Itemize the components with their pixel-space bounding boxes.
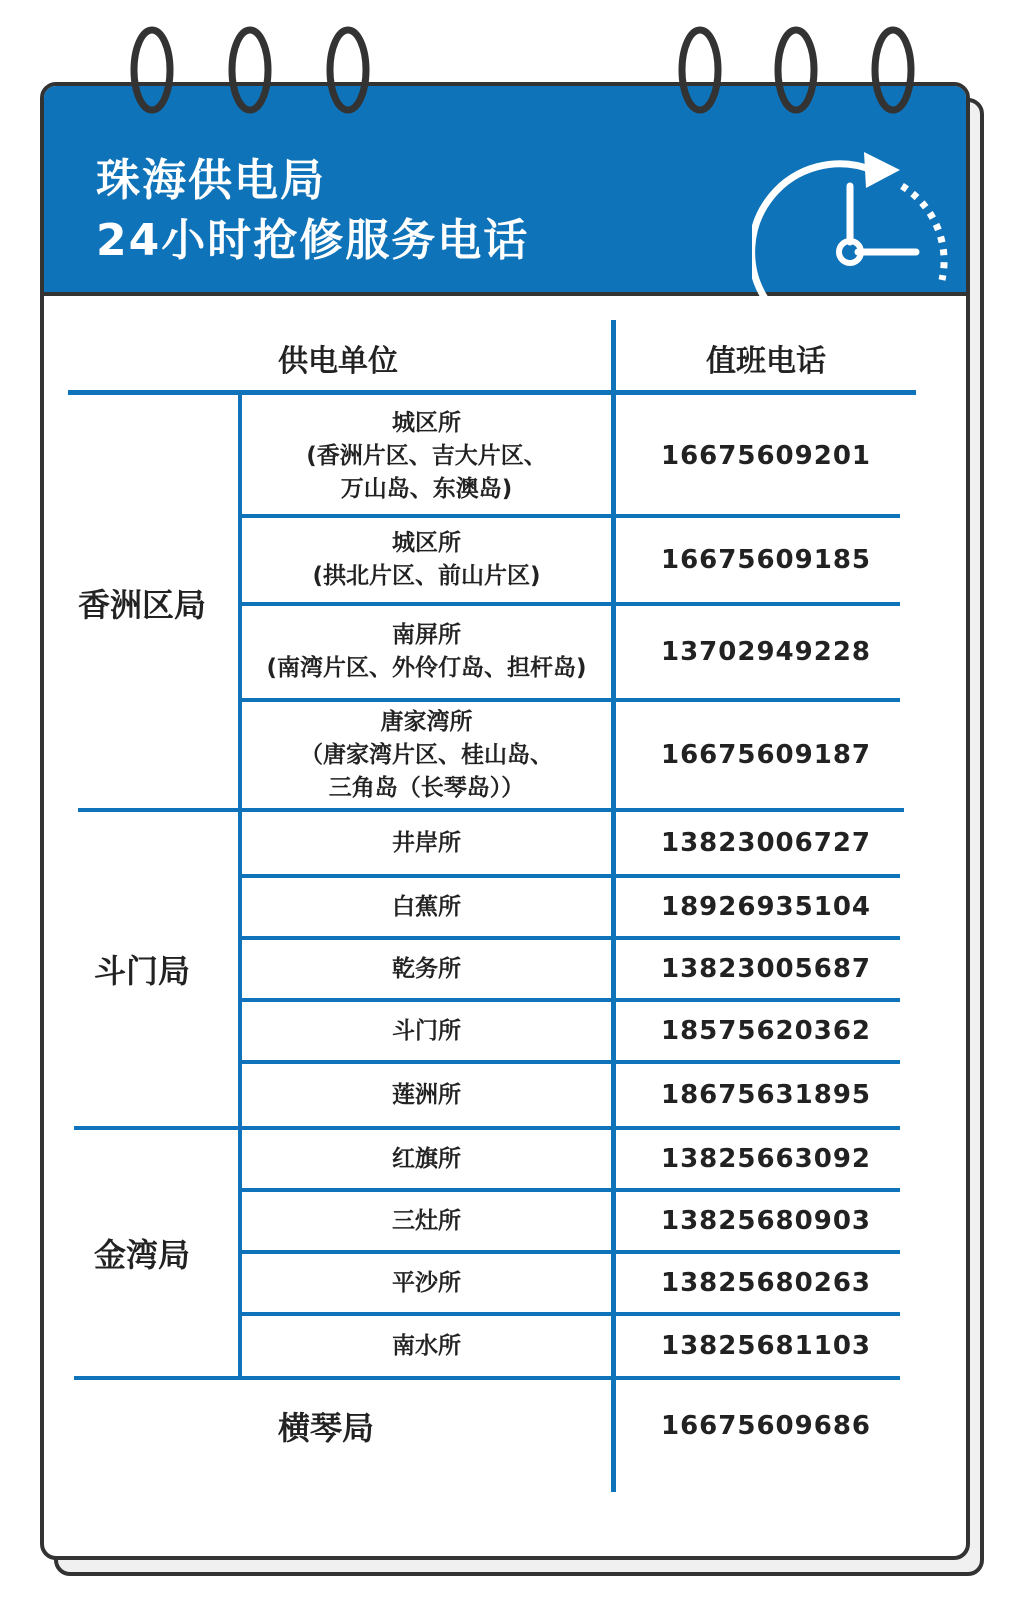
bureau-hengqin: 横琴局 — [277, 1409, 374, 1447]
header-unit: 供电单位 — [278, 344, 398, 379]
station-name: 三灶所 — [392, 1207, 461, 1234]
clock-icon — [752, 130, 952, 300]
station-cell — [242, 606, 611, 698]
station-detail: （唐家湾片区、桂山岛、 — [300, 741, 553, 768]
station-cell — [242, 702, 611, 808]
station-name: 白蕉所 — [392, 893, 461, 920]
station-name: 乾务所 — [392, 955, 461, 982]
phone-number: 13825663092 — [661, 1144, 871, 1174]
phone-number: 16675609187 — [661, 740, 871, 770]
phone-number: 18575620362 — [661, 1016, 871, 1046]
phone-number: 13825680263 — [661, 1268, 871, 1298]
binder-rings — [0, 0, 1024, 130]
station-name: 莲洲所 — [392, 1081, 461, 1108]
station-name: 红旗所 — [392, 1145, 461, 1172]
station-detail: (拱北片区、前山片区) — [312, 563, 541, 589]
phone-number: 13825681103 — [661, 1331, 871, 1361]
phone-number: 16675609686 — [661, 1411, 871, 1441]
station-name: 城区所 — [392, 409, 461, 436]
title-line-2: 24小时抢修服务电话 — [96, 215, 530, 266]
phone-number: 18675631895 — [661, 1080, 871, 1110]
station-name: 南屏所 — [392, 622, 461, 648]
station-detail: (香洲片区、吉大片区、 — [306, 442, 547, 469]
bureau-jinwan: 金湾局 — [93, 1236, 190, 1274]
station-name: 唐家湾所 — [380, 708, 473, 735]
station-name: 井岸所 — [392, 829, 461, 856]
station-name: 斗门所 — [392, 1017, 461, 1044]
station-detail: 万山岛、东澳岛) — [340, 475, 513, 502]
title-line-1: 珠海供电局 — [96, 155, 326, 206]
phone-number: 13823005687 — [661, 954, 871, 984]
station-name: 城区所 — [392, 530, 461, 556]
phone-number: 16675609185 — [661, 545, 871, 575]
phone-number: 16675609201 — [661, 441, 871, 471]
station-name: 南水所 — [392, 1332, 461, 1359]
station-detail: 三角岛（长琴岛）） — [328, 774, 525, 801]
phone-number: 13702949228 — [661, 637, 871, 667]
bureau-doumen: 斗门局 — [93, 952, 190, 990]
station-detail: (南湾片区、外伶仃岛、担杆岛) — [266, 655, 587, 681]
phone-number: 18926935104 — [661, 892, 871, 922]
bureau-xiangzhou: 香洲区局 — [77, 586, 206, 624]
station-cell — [242, 398, 611, 514]
header-phone: 值班电话 — [706, 344, 826, 379]
phone-number: 13825680903 — [661, 1206, 871, 1236]
station-cell — [242, 518, 611, 602]
station-name: 平沙所 — [392, 1269, 461, 1296]
phone-number: 13823006727 — [661, 828, 871, 858]
header-underline — [68, 390, 916, 395]
